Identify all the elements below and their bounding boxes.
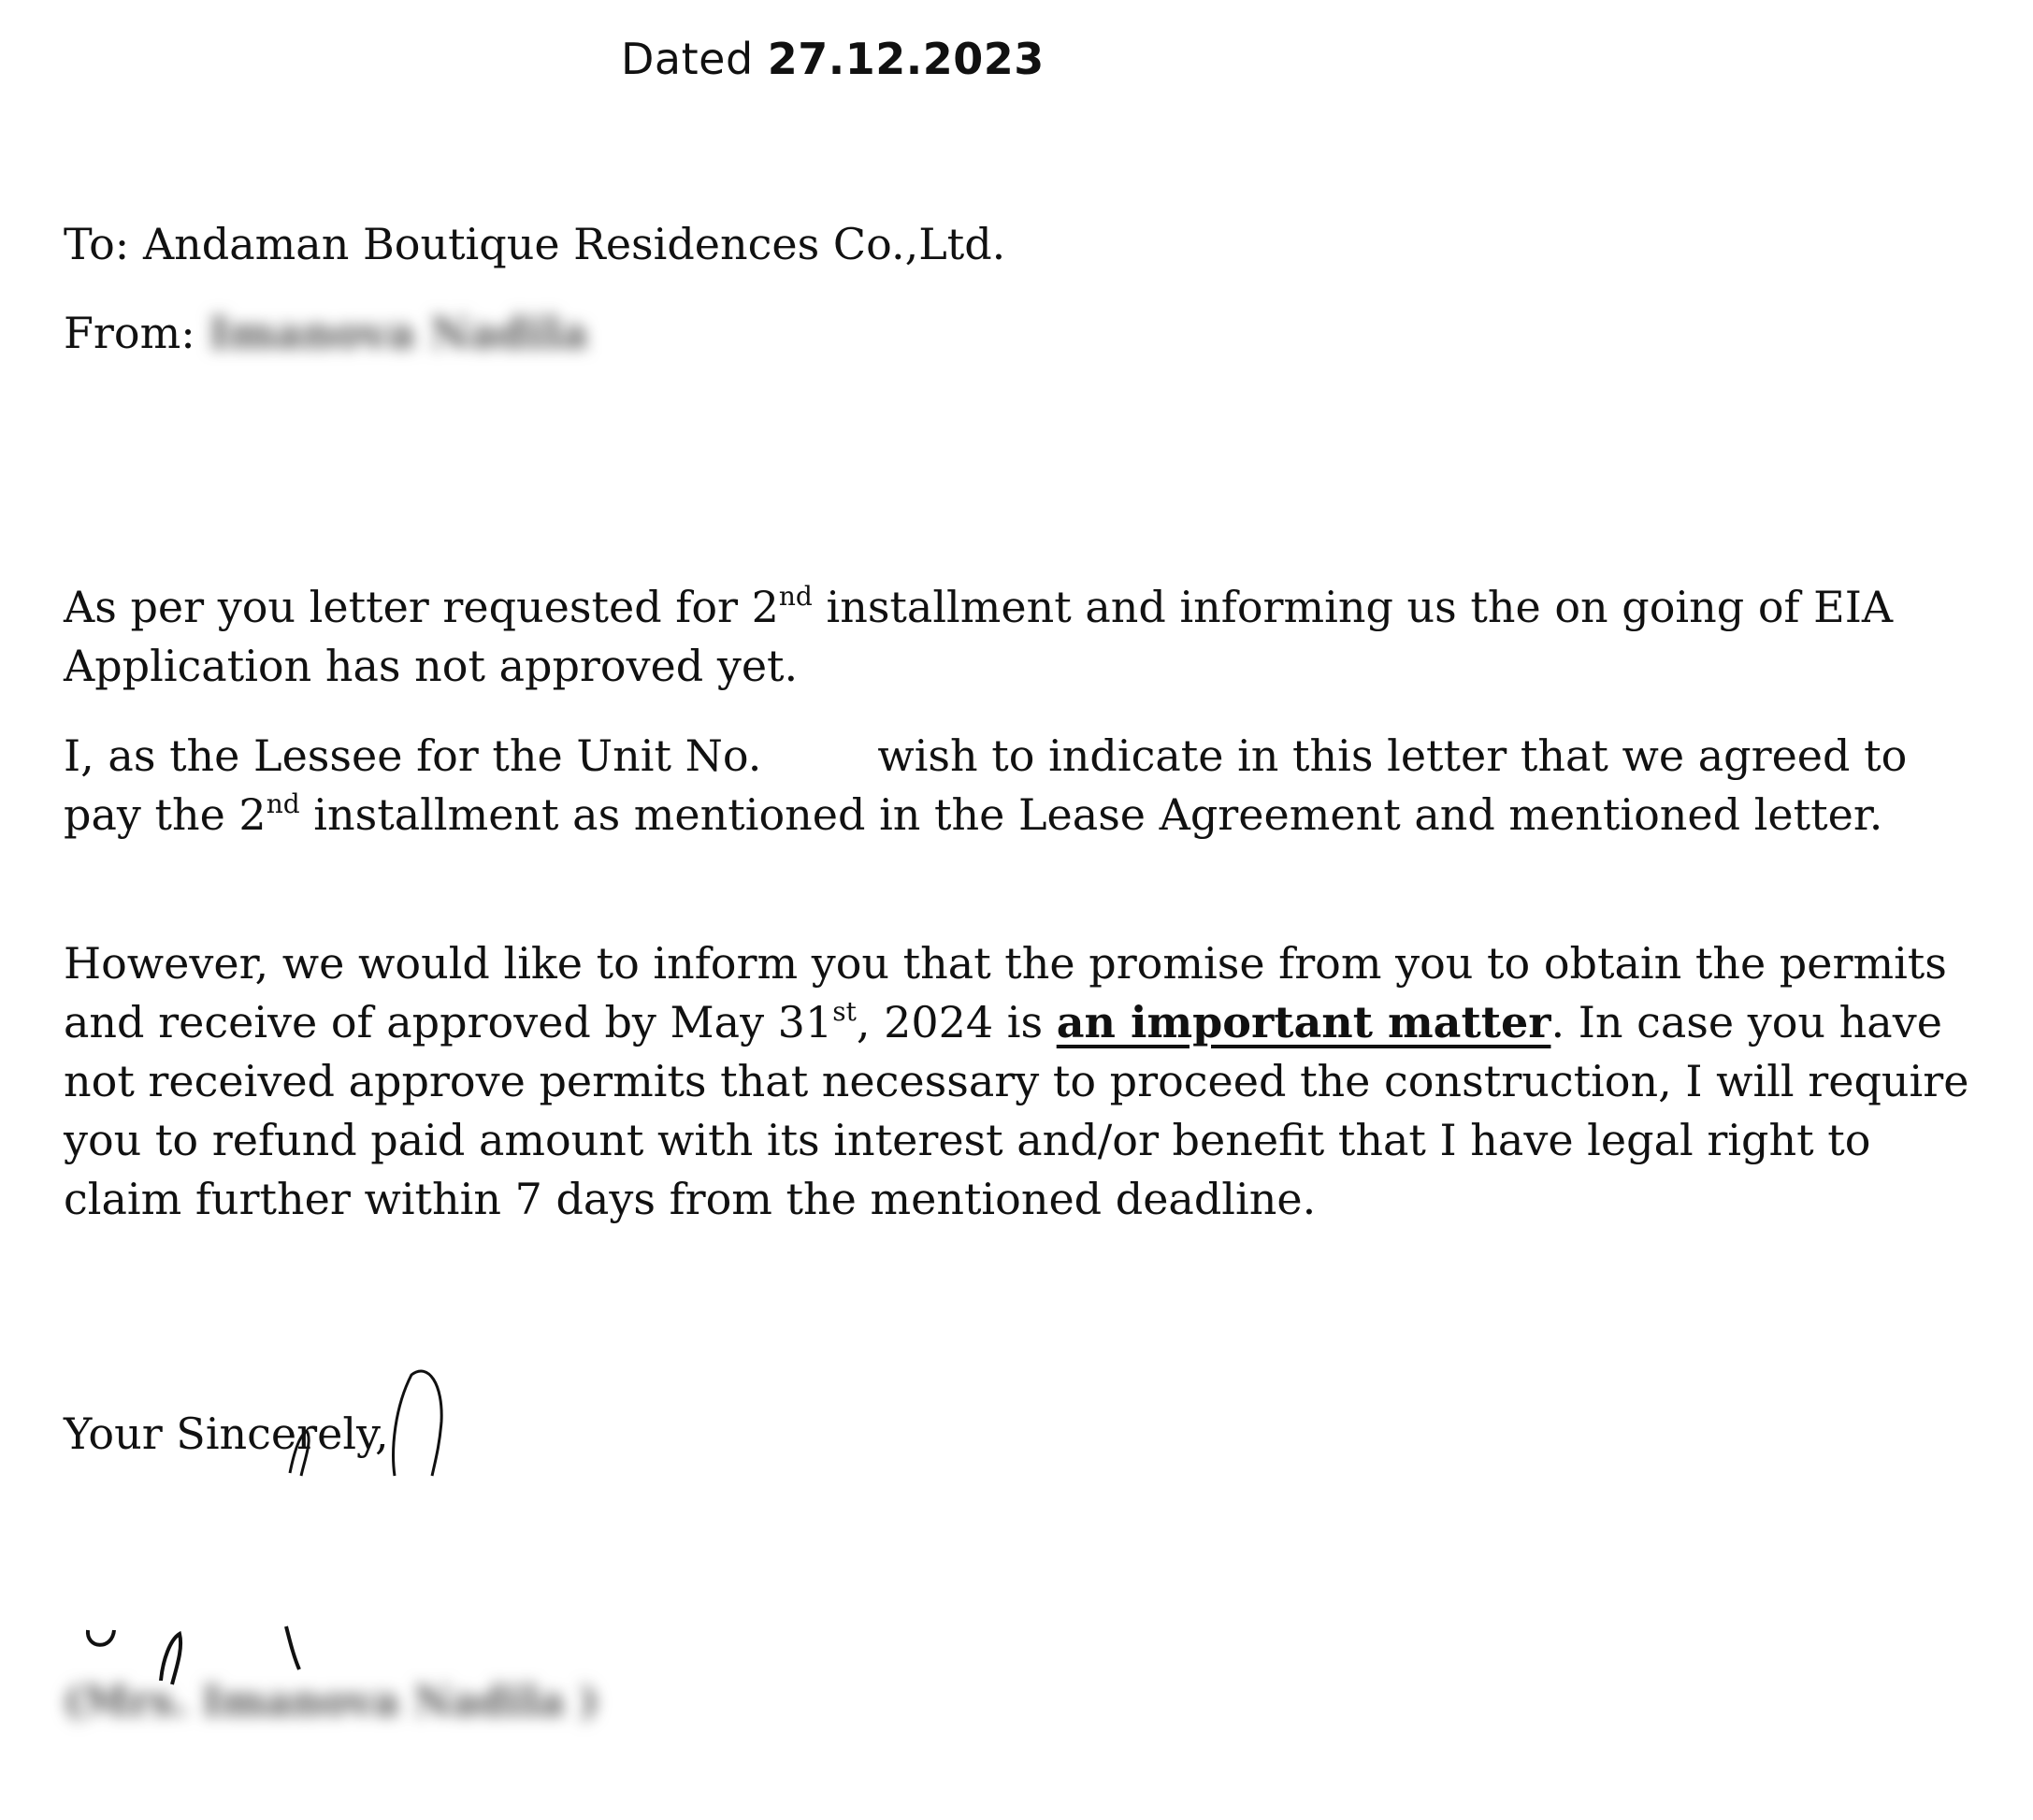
closing-salutation: Your Sincerely, (64, 1408, 389, 1459)
signatory-name-redacted: (Mrs. Imanova Nadila ) (64, 1678, 599, 1726)
p1-text-a: As per you letter requested for 2 (64, 582, 779, 632)
paragraph-lessee-agreement (64, 727, 1990, 845)
p2-text-a: I, as the Lessee for the Unit No. (64, 730, 762, 781)
dated-label: Dated (621, 34, 754, 84)
letter-date: 27.12.2023 (767, 34, 1045, 84)
p2-text-c: installment as mentioned in the Lease Agreement and mentioned letter. (299, 789, 1883, 840)
p3-text-a: However, we would like to inform you that the promise from you to obtain the permits and receive of approved by May 31 (64, 938, 1947, 1047)
recipient-line (64, 215, 1005, 274)
important-matter-emphasis: an important matter (1056, 997, 1551, 1047)
sender-name-redacted: Imanova Nadila (209, 308, 588, 358)
p1-ordinal-suffix: nd (778, 581, 813, 612)
p2-ordinal-suffix: nd (266, 788, 300, 819)
p2-text-b: wish to indicate in this letter that we agreed to pay the 2 (64, 730, 1908, 840)
p3-text-b: , 2024 is (856, 997, 1057, 1047)
to-label: To: (64, 219, 130, 269)
date-line (621, 34, 1045, 84)
handwritten-signature (271, 1365, 468, 1478)
paragraph-permit-deadline (64, 934, 1990, 1229)
from-label: From: (64, 308, 195, 358)
p1-text-b: installment and informing us the on going of EIA Application has not approved yet. (64, 582, 1894, 691)
p3-ordinal-suffix: st (832, 996, 857, 1027)
recipient-name: Andaman Boutique Residences Co.,Ltd. (142, 219, 1006, 269)
p3-text-c: . In case you have not received approve permits that necessary to proceed the construction, I will require you to refund paid amount with its interest and/or benefit that I have legal right to claim further within 7 days from the mentioned deadline. (64, 997, 1969, 1224)
sender-line (64, 304, 588, 363)
paragraph-installment-request (64, 578, 1990, 696)
